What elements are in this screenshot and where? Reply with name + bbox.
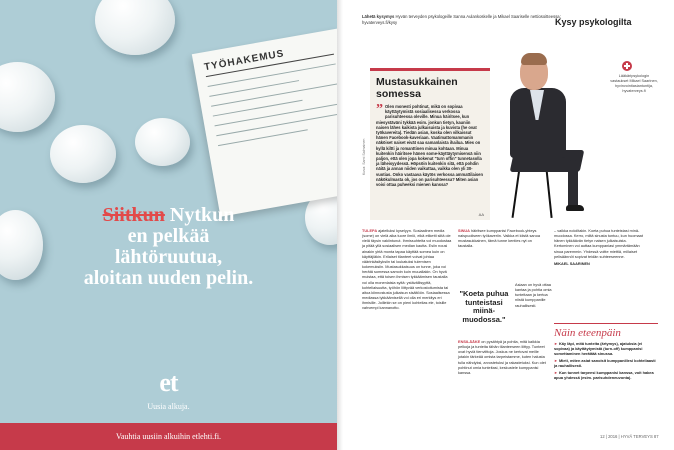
arrow-icon: ► bbox=[554, 370, 559, 376]
sidebar-tip bbox=[554, 370, 658, 380]
sidebar-tip bbox=[554, 358, 658, 368]
question-signature: AA bbox=[478, 212, 484, 217]
question-text: Olen monesti pohtinut, mikä on sopivaa käyttäytymistä sosiaalisessa verkossa parisuhteessa oleville. Minua häiritsee, kun miesystäväni tykkää esim. jonkun tietyn, kauniin naisen lähes kaikista julkaisuista ja kuvista (he ovat työkavereita). Tiedän asian, koska olen vilkaissut hänen Facebook-kaveriaan. Vaatimattomammanin näköiset naiset eivät saa samanlaista ihailua. Mies on kyllä kiltti ja romanttinen minua kohtaan. Minua kuitenkin häiritsee hänen some-käyttäytymisensä niin paljon, että olen jopa kokenut "turn offin" tunnetasolla ja läheisyydessä. Höpsöin kuitenkin sitä, että pohdin näitä ja annan niiden vaikuttaa, vaikka olen yli 30-vuotias. Onko vastaava käytös verkossa ammattilaisen näkökulmasta ok, jos on parisuhteessa? Miten asian voisi ottaa puheeksi mienen kanssa? bbox=[376, 104, 483, 188]
job-application-sheet bbox=[192, 28, 337, 217]
column-text: on pysähtyä ja pohtia, mitä kaikkia pelkoja ja tunteita tähän tilanteeseen liittyy. Tunteet ovat hyviä tienviittoja. Joskus ne kertovat meille jotakin tärkeää omista tarpeistamme, kuten halusta tulla nähdyksi, arvostetuksi ja rakastetuksi. Kun olet pohtinut omia tunteitasi, keskustele kumppanisi kanssa. bbox=[458, 340, 546, 375]
byline-text: Hyvän terveyden psykologeille Sanna Aulankoskelle ja Mikael Saariselle nettiosoitteessa: hyvaterveys.fi/kysy bbox=[362, 14, 561, 25]
sidebar-tip-text: Käy läpi, mitä tunteita (ärtymys), ajatuksia (ei sopivaa) ja käyttäytymistä (turn-off) kumppanisi somettaminen herättää sinussa. bbox=[554, 341, 643, 357]
ad-headline bbox=[0, 205, 337, 289]
person-shoe bbox=[566, 205, 584, 211]
sidebar-tip-text: Kun tunnet tarpeesi kumppanisi kanssa, voit hakea apua yhdessä (esim. parisuhdeneuvonta). bbox=[554, 370, 654, 381]
article-column-2 bbox=[458, 229, 548, 289]
form-title: TYÖHAKEMUS bbox=[203, 40, 334, 77]
form-line bbox=[216, 113, 337, 137]
sidebar-title: Näin eteenpäin bbox=[554, 327, 621, 339]
sidebar-tip bbox=[554, 341, 658, 357]
byline-lead: Lähetä kysymys bbox=[362, 14, 395, 19]
tips-sidebar bbox=[554, 323, 658, 415]
column-text: – vaikka noloiltakin. Koeta puhua tunteistasi minä-muodossa. Kerro, miltä sinusta tuntuu, kun huomaat hänen tykkäävän tietyn naisen julkaisuista. Kertominen voi auttaa kumppaniasi ymmärtämään sinua paremmin. Yhdessä voitte miettiä, millaiset pelisäännöt sopivat teidän suhteeseenne. bbox=[554, 229, 643, 259]
article-column-3 bbox=[554, 229, 644, 267]
top-byline bbox=[362, 14, 562, 25]
headline-line: lähtöruutua, bbox=[114, 246, 223, 268]
quote-mark-icon: ” bbox=[376, 102, 383, 117]
column-text: häiritsee kumppanisi Facebook-yhteys naispuoliseen työkaveriin. Vaikka et kiistä sanoa mustasukkainen, tämä tunne kenties nyt on taustalla. bbox=[458, 229, 540, 249]
headline-line: aloitan uuden pelin. bbox=[83, 267, 254, 289]
article-column-2-continued bbox=[458, 340, 548, 376]
pull-quote: "Koeta puhua tunteistasi miinä-muodossa." bbox=[459, 289, 509, 324]
column-lead-word: TULEPA bbox=[362, 229, 378, 233]
ad-footer-banner[interactable]: Vauhtia uusiin alkuihin etlehti.fi. bbox=[0, 423, 337, 450]
psychologist-bio: Lääkäripsykologin vastaukset Mikael Saarinen, hyvinvointiasiantuntija, hyvaterveys.fi bbox=[610, 74, 658, 93]
article-column-1 bbox=[362, 229, 452, 312]
et-logo: et bbox=[159, 368, 178, 397]
crumpled-paper-ball bbox=[50, 125, 116, 183]
page-folio: 12 | 2016 | HYVÄ TERVEYS 87 bbox=[600, 434, 659, 439]
form-line bbox=[211, 83, 337, 107]
headline-word: Nytkun bbox=[169, 204, 235, 226]
health-cross-icon bbox=[622, 61, 632, 71]
arrow-icon: ► bbox=[554, 341, 559, 346]
question-body bbox=[376, 104, 484, 187]
crumpled-paper-ball bbox=[0, 62, 55, 132]
sidebar-tip-text: Mieti, miten asiat sanoisit kumppanillesi kohteliaasti ja rauhallisesti. bbox=[554, 358, 656, 369]
ad-tagline: Uusia alkuja. bbox=[147, 402, 190, 411]
headline-line: en pelkää bbox=[127, 225, 210, 247]
question-title: Mustasukkainen somessa bbox=[376, 76, 458, 100]
crumpled-paper-ball bbox=[135, 118, 190, 166]
page-gutter-shadow bbox=[337, 0, 343, 450]
answer-signature: MIKAEL SAARINEN bbox=[554, 261, 590, 266]
question-box bbox=[370, 68, 490, 220]
headline-strikethrough-word: Siitkun bbox=[102, 204, 165, 226]
column-lead-word: ENSILÄÄKE bbox=[458, 340, 481, 344]
section-label: Kysy psykologilta bbox=[555, 17, 632, 27]
arrow-icon: ► bbox=[554, 358, 559, 364]
column-lead-word: SINUA bbox=[458, 229, 470, 233]
column-text: ajatelluksi kyselyyn. Sosiaalinen media (some) on vielä aika tuore ilmiö, eikä etiketti siitä ole vielä täysin vakiintunut. Ihmissuhteita voi muodostaa ja pitää yllä sosiaalisen median kautta. Esiin nousi ainakin yhtä monta tapaa käyttää somea kuin on käyttäjiäkin. Erilaiset tilanteet voivat johtaa väärinkäsityksiin tai loukatuksi tulemisen kokemuksiin. Mustasukkaisuus on tunne, joka voi herätä somessa samoin kuin muuallakin. On hyvä muistaa, että toisen ihmisen tykkäämisen taustalla voi olla monenlaisia syitä: ystävällisyyttä, kohteliaisuutta, työhön liittyvää verkostoitumista tai aitoa kiinnostusta julkaisun sisältöön. Sosiaalisessa mediassa tykkäämisellä voi olla eri merkitys eri ihmisille. Joillekin se on pieni kohtelias ele, toisille vahvempi kannanotto. bbox=[362, 229, 452, 311]
person-hair bbox=[521, 53, 547, 65]
photo-credit: Kuva: Sami Salmainen bbox=[362, 138, 366, 175]
form-line bbox=[215, 103, 337, 127]
person-shin bbox=[568, 160, 578, 208]
crumpled-paper-ball bbox=[95, 0, 175, 55]
column-text-beside-quote: Asiaan on hyvä ottaa kantaa ja pohtia omia tunteitaan ja kertoa niistä kumppanille rauhallisesti. bbox=[515, 283, 552, 308]
